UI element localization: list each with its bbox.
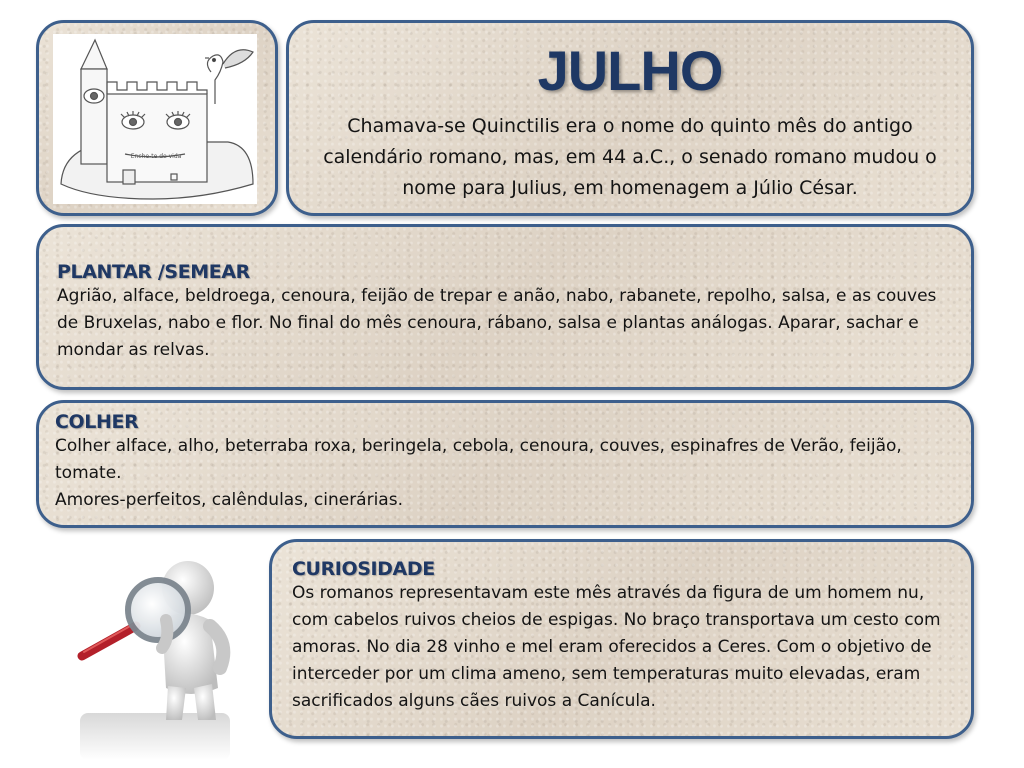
colher-text-1: Colher alface, alho, beterraba roxa, beringela, cebola, cenoura, couves, espinafres de Verão, feijão, tomate. [55,436,902,483]
curiosidade-title: CURIOSIDADE [292,558,435,580]
colher-text-2: Amores-perfeitos, calêndulas, cinerárias. [55,490,403,510]
castle-banner-text: Enche-te de vida [130,153,182,160]
month-intro-text: Chamava-se Quinctilis era o nome do quinto mês do antigo calendário romano, mas, em 44 a.C., o senado romano mudou o nome para Julius, em homenagem a Júlio César. [323,115,937,199]
colher-panel [36,400,974,528]
curiosidade-text: Os romanos representavam este mês através da figura de um homem nu, com cabelos ruivos cheios de espigas. No braço transportava um cesto com amoras. No dia 28 vinho e mel eram oferecidos a Ceres. Com o objetivo de interceder por um clima ameno, sem temperaturas muito elevadas, eram sacrificados alguns cães ruivos a Canícula. [292,583,941,711]
month-title: JULHO [537,39,723,102]
plantar-title: PLANTAR /SEMEAR [57,261,250,283]
castle-drawing-icon [53,34,257,204]
plantar-text: Agrião, alface, beldroega, cenoura, feijão de trepar e anão, nabo, rabanete, repolho, salsa, e as couves de Bruxelas, nabo e flor. No final do mês cenoura, rábano, salsa e plantas análogas. Aparar, sachar e mondar as relvas. [57,286,937,360]
month-header-panel [286,20,974,216]
curiosidade-panel [269,539,974,739]
magnifying-glass-figure-icon [70,548,240,760]
magnifying-glass-figure [70,548,240,760]
colher-title: COLHER [55,411,139,433]
plantar-panel [36,224,974,390]
castle-drawing [53,34,257,204]
illustration-panel [36,20,278,216]
